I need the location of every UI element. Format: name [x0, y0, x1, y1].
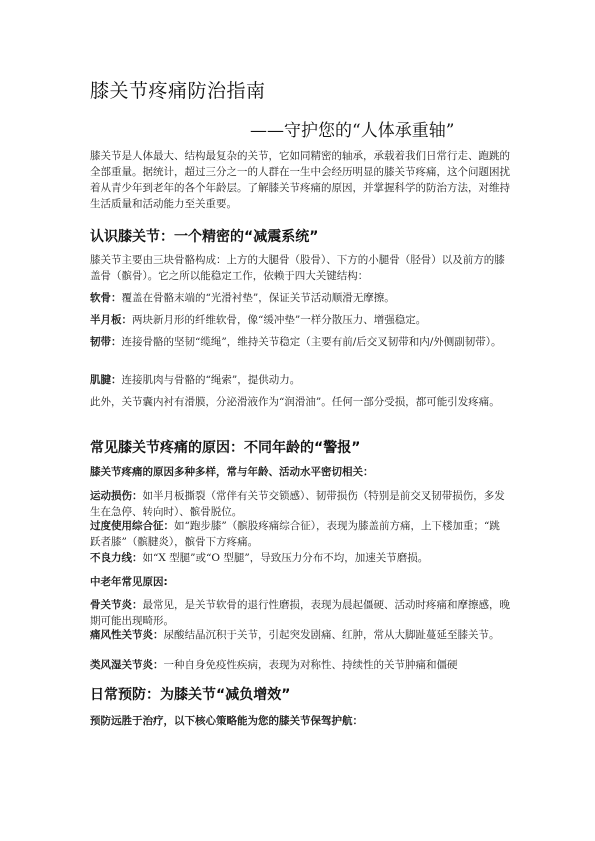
list-item [90, 290, 510, 306]
section3-heading: 日常预防：为膝关节“减负增效” [90, 687, 291, 703]
definition: 如半月板撕裂（常伴有关节交锁感）、韧带损伤（特别是前交叉韧带损伤，多发生在急停、转向时）、髌骨脱位。 [90, 490, 505, 518]
definition: 覆盖在骨骼末端的“光滑衬垫”，保证关节活动顺滑无摩擦。 [121, 292, 395, 304]
term: 韧带： [90, 336, 122, 348]
list-item [90, 312, 510, 328]
list-item [90, 627, 510, 643]
term: 过度使用综合征： [90, 520, 174, 532]
definition: 最常见，是关节软骨的退行性磨损，表现为晨起僵硬、活动时疼痛和摩擦感，晚期可能出现畸形。 [90, 599, 510, 627]
definition: 如“跑步膝”（髌股疼痛综合征），表现为膝盖前方痛，上下楼加重；“跳跃者膝”（髌腱炎），髌骨下方疼痛。 [90, 520, 500, 548]
term: 半月板： [90, 314, 132, 326]
term: 痛风性关节炎： [90, 629, 164, 641]
section2-lead: 膝关节疼痛的原因多种多样，常与年龄、活动水平密切相关： [90, 466, 374, 478]
list-item [90, 518, 510, 550]
section1-body: 膝关节主要由三块骨骼构成：上方的大腿骨（股骨）、下方的小腿骨（胫骨）以及前方的膝盖骨（髌骨）。它之所以能稳定工作，依赖于四大关键结构： [90, 254, 505, 282]
section2-subhead: 中老年常见原因: [90, 576, 168, 588]
term: 类风湿关节炎： [90, 659, 164, 671]
term: 运动损伤： [90, 490, 143, 502]
intro-paragraph: 膝关节是人体最大、结构最复杂的关节，它如同精密的轴承，承载着我们日常行走、跑跳的全部重量。据统计，超过三分之一的人群在一生中会经历明显的膝关节疼痛，这个问题困扰着从青少年到老年的各个年龄层。了解膝关节疼痛的原因，并掌握科学的防治方法，对维持生活质量和活动能力至关重要。 [90, 150, 510, 210]
list-item [90, 550, 510, 566]
term: 骨关节炎： [90, 599, 143, 611]
page-title: 膝关节疼痛防治指南 [90, 80, 266, 102]
section1-heading: 认识膝关节：一个精密的“减震系统” [90, 229, 319, 245]
term: 软骨： [90, 292, 122, 304]
definition: 一种自身免疫性疾病，表现为对称性、持续性的关节肿痛和僵硬 [163, 659, 458, 671]
section3-lead: 预防远胜于治疗，以下核心策略能为您的膝关节保驾护航： [90, 715, 363, 727]
definition: 如“X 型腿”或“O 型腿”，导致压力分布不均，加速关节磨损。 [142, 552, 429, 564]
definition: 连接骨骼的坚韧“缆绳”，维持关节稳定（主要有前/后交叉韧带和内/外侧副韧带）。 [121, 336, 502, 348]
definition: 连接肌肉与骨骼的“绳索”，提供动力。 [121, 374, 301, 386]
list-item [90, 488, 510, 520]
definition: 两块新月形的纤维软骨，像“缓冲垫”一样分散压力、增强稳定。 [132, 314, 427, 326]
section2-heading: 常见膝关节疼痛的原因：不同年龄的“警报” [90, 440, 361, 456]
term: 不良力线： [90, 552, 143, 564]
list-item [90, 657, 510, 673]
list-item [90, 334, 510, 350]
term: 肌腱： [90, 374, 122, 386]
list-item [90, 372, 510, 388]
list-item [90, 597, 510, 629]
definition: 尿酸结晶沉积于关节，引起突发剧痛、红肿，常从大脚趾蔓延至膝关节。 [163, 629, 500, 641]
section1-note: 此外，关节囊内衬有滑膜，分泌滑液作为“润滑油”。任何一部分受损，都可能引发疼痛。 [90, 396, 500, 408]
page-subtitle: ——守护您的“人体承重轴” [250, 121, 455, 141]
